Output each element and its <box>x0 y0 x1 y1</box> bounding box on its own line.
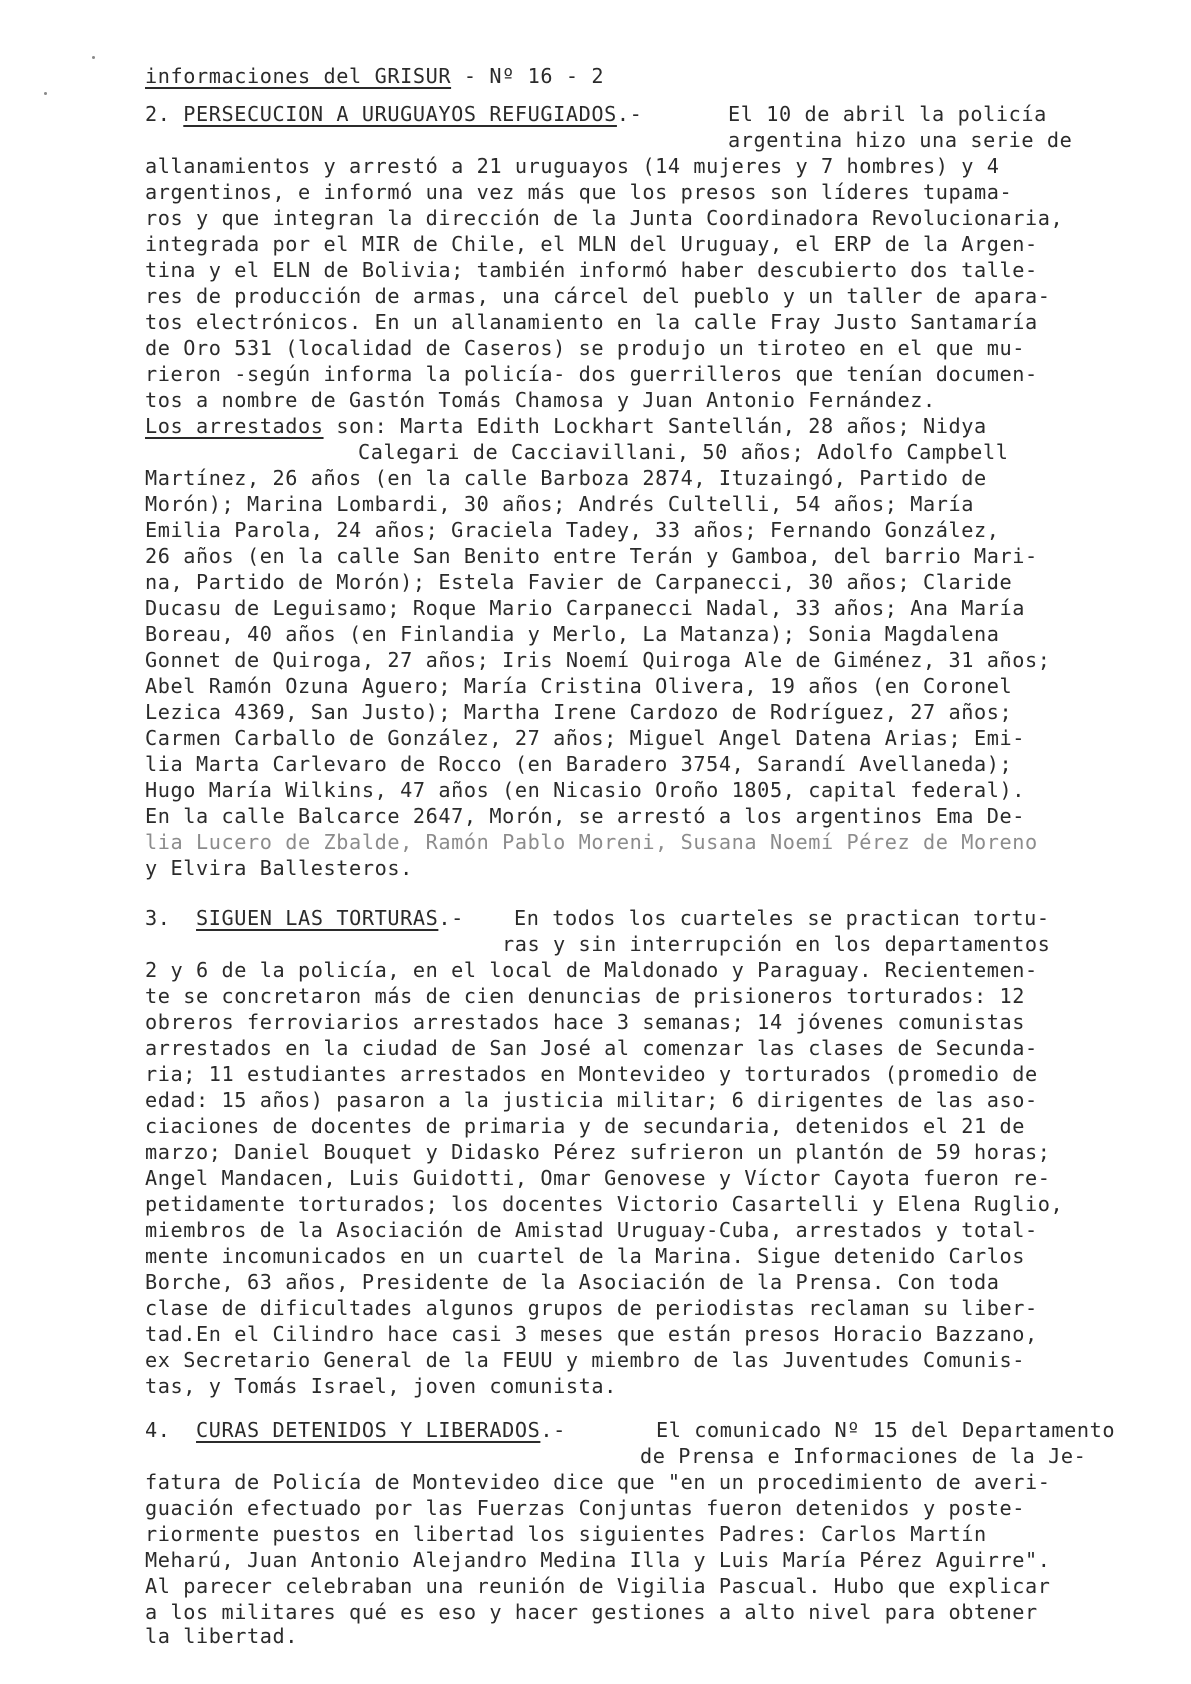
scan-speck <box>44 92 47 95</box>
paragraph-line: tina y el ELN de Bolivia; también informó haber descubierto dos talle- <box>145 258 1038 282</box>
paragraph-line: Morón); Marina Lombardi, 30 años; Andrés Cultelli, 54 años; María <box>145 492 975 516</box>
paragraph-line: na, Partido de Morón); Estela Favier de Carpanecci, 30 años; Claride <box>145 570 1013 594</box>
paragraph-line: Emilia Parola, 24 años; Graciela Tadey, 33 años; Fernando González, <box>145 518 1000 542</box>
paragraph-line: En todos los cuarteles se practican tortu- <box>514 906 1050 930</box>
paragraph-line: mente incomunicados en un cuartel de la Marina. Sigue detenido Carlos <box>145 1244 1026 1268</box>
paragraph-line: argentina hizo una serie de <box>728 128 1073 152</box>
header-separator: - <box>553 64 592 88</box>
paragraph-line: Gonnet de Quiroga, 27 años; Iris Noemí Quiroga Ale de Giménez, 31 años; <box>145 648 1051 672</box>
paragraph-line: tas, y Tomás Israel, joven comunista. <box>145 1374 617 1398</box>
paragraph-line: lia Lucero de Zbalde, Ramón Pablo Moreni, Susana Noemí Pérez de Moreno <box>145 830 1038 854</box>
paragraph-line: Ducasu de Leguisamo; Roque Mario Carpanecci Nadal, 33 años; Ana María <box>145 596 1026 620</box>
paragraph-line: 2 y 6 de la policía, en el local de Maldonado y Paraguay. Recientemen- <box>145 958 1038 982</box>
paragraph-line: Hugo María Wilkins, 47 años (en Nicasio Oroño 1805, capital federal). <box>145 778 1026 802</box>
paragraph-line: ex Secretario General de la FEUU y miembro de las Juventudes Comunis- <box>145 1348 1026 1372</box>
paragraph-line: Carmen Carballo de González, 27 años; Miguel Angel Datena Arias; Emi- <box>145 726 1026 750</box>
paragraph-line: petidamente torturados; los docentes Victorio Casartelli y Elena Ruglio, <box>145 1192 1064 1216</box>
paragraph-line: Boreau, 40 años (en Finlandia y Merlo, La Matanza); Sonia Magdalena <box>145 622 1000 646</box>
paragraph-line: Meharú, Juan Antonio Alejandro Medina Illa y Luis María Pérez Aguirre". <box>145 1548 1051 1572</box>
paragraph-line: En la calle Balcarce 2647, Morón, se arrestó a los argentinos Ema De- <box>145 804 1026 828</box>
paragraph-line: integrada por el MIR de Chile, el MLN del Uruguay, el ERP de la Argen- <box>145 232 1038 256</box>
paragraph-line: a los militares qué es eso y hacer gestiones a alto nivel para obtener <box>145 1600 1038 1624</box>
paragraph-line: Martínez, 26 años (en la calle Barboza 2874, Ituzaingó, Partido de <box>145 466 987 490</box>
paragraph-line: ciaciones de docentes de primaria y de secundaria, detenidos el 21 de <box>145 1114 1026 1138</box>
section-number: 3. <box>145 906 171 930</box>
paragraph-line: ros y que integran la dirección de la Junta Coordinadora Revolucionaria, <box>145 206 1064 230</box>
arrested-text: son: Marta Edith Lockhart Santellán, 28 años; Nidya <box>323 414 987 438</box>
section-2-heading-line <box>145 102 642 126</box>
paragraph-line: El comunicado Nº 15 del Departamento <box>656 1418 1116 1442</box>
paragraph-line: Abel Ramón Ozuna Aguero; María Cristina Olivera, 19 años (en Coronel <box>145 674 1013 698</box>
paragraph-line: y Elvira Ballesteros. <box>145 856 413 880</box>
paragraph-line: allanamientos y arrestó a 21 uruguayos (14 mujeres y 7 hombres) y 4 <box>145 154 1000 178</box>
paragraph-line: rieron -según informa la policía- dos guerrilleros que tenían documen- <box>145 362 1038 386</box>
paragraph-line: la libertad. <box>145 1624 299 1648</box>
paragraph-line: obreros ferroviarios arrestados hace 3 semanas; 14 jóvenes comunistas <box>145 1010 1026 1034</box>
section-number: 4. <box>145 1418 171 1442</box>
paragraph-line: riormente puestos en libertad los siguientes Padres: Carlos Martín <box>145 1522 987 1546</box>
paragraph-line: ria; 11 estudiantes arrestados en Montevideo y torturados (promedio de <box>145 1062 1038 1086</box>
section-heading: PERSECUCION A URUGUAYOS REFUGIADOS <box>183 102 617 126</box>
section-number: 2. <box>145 102 171 126</box>
paragraph-line: clase de dificultades algunos grupos de periodistas reclaman su liber- <box>145 1296 1038 1320</box>
section-heading: SIGUEN LAS TORTURAS <box>196 906 439 930</box>
paragraph-line: de Prensa e Informaciones de la Je- <box>640 1444 1087 1468</box>
paragraph-line: res de producción de armas, una cárcel del pueblo y un taller de apara- <box>145 284 1051 308</box>
paragraph-line: edad: 15 años) pasaron a la justicia militar; 6 dirigentes de las aso- <box>145 1088 1038 1112</box>
paragraph-line: guación efectuado por las Fuerzas Conjuntas fueron detenidos y poste- <box>145 1496 1026 1520</box>
paragraph-line: te se concretaron más de cien denuncias de prisioneros torturados: 12 <box>145 984 1026 1008</box>
paragraph-line: lia Marta Carlevaro de Rocco (en Baradero 3754, Sarandí Avellaneda); <box>145 752 1013 776</box>
paragraph-line: El 10 de abril la policía <box>728 102 1047 126</box>
paragraph-line: arrestados en la ciudad de San José al comenzar las clases de Secunda- <box>145 1036 1038 1060</box>
issue-number: Nº 16 <box>489 64 554 88</box>
paragraph-line: Al parecer celebraban una reunión de Vigilia Pascual. Hubo que explicar <box>145 1574 1051 1598</box>
section-heading: CURAS DETENIDOS Y LIBERADOS <box>196 1418 541 1442</box>
paragraph-line: Borche, 63 años, Presidente de la Asociación de la Prensa. Con toda <box>145 1270 1000 1294</box>
paragraph-line: 26 años (en la calle San Benito entre Terán y Gamboa, del barrio Mari- <box>145 544 1038 568</box>
paragraph-line: tos a nombre de Gastón Tomás Chamosa y Juan Antonio Fernández. <box>145 388 936 412</box>
page-number: 2 <box>591 64 605 88</box>
page-header <box>145 64 604 88</box>
heading-dash: .- <box>616 102 643 126</box>
paragraph-line: de Oro 531 (localidad de Caseros) se produjo un tiroteo en el que mu- <box>145 336 1026 360</box>
paragraph-line: argentinos, e informó una vez más que los presos son líderes tupama- <box>145 180 1013 204</box>
paragraph-line: Calegari de Cacciavillani, 50 años; Adolfo Campbell <box>358 440 1009 464</box>
paragraph-line: Angel Mandacen, Luis Guidotti, Omar Genovese y Víctor Cayota fueron re- <box>145 1166 1051 1190</box>
arrested-label: Los arrestados <box>145 414 324 438</box>
arrested-list-line <box>145 414 987 438</box>
paragraph-line: marzo; Daniel Bouquet y Didasko Pérez sufrieron un plantón de 59 horas; <box>145 1140 1051 1164</box>
section-3-heading-line <box>145 906 464 930</box>
paragraph-line: tad.En el Cilindro hace casi 3 meses que están presos Horacio Bazzano, <box>145 1322 1038 1346</box>
header-separator: - <box>451 64 490 88</box>
section-4-heading-line <box>145 1418 566 1442</box>
paragraph-line: tos electrónicos. En un allanamiento en la calle Fray Justo Santamaría <box>145 310 1038 334</box>
publication-title: informaciones del GRISUR <box>145 64 452 88</box>
heading-dash: .- <box>540 1418 566 1442</box>
scan-speck <box>92 56 95 59</box>
paragraph-line: ras y sin interrupción en los departamentos <box>502 932 1051 956</box>
paragraph-line: Lezica 4369, San Justo); Martha Irene Cardozo de Rodríguez, 27 años; <box>145 700 1013 724</box>
paragraph-line: fatura de Policía de Montevideo dice que "en un procedimiento de averi- <box>145 1470 1051 1494</box>
paragraph-line: miembros de la Asociación de Amistad Uruguay-Cuba, arrestados y total- <box>145 1218 1038 1242</box>
heading-dash: .- <box>438 906 464 930</box>
